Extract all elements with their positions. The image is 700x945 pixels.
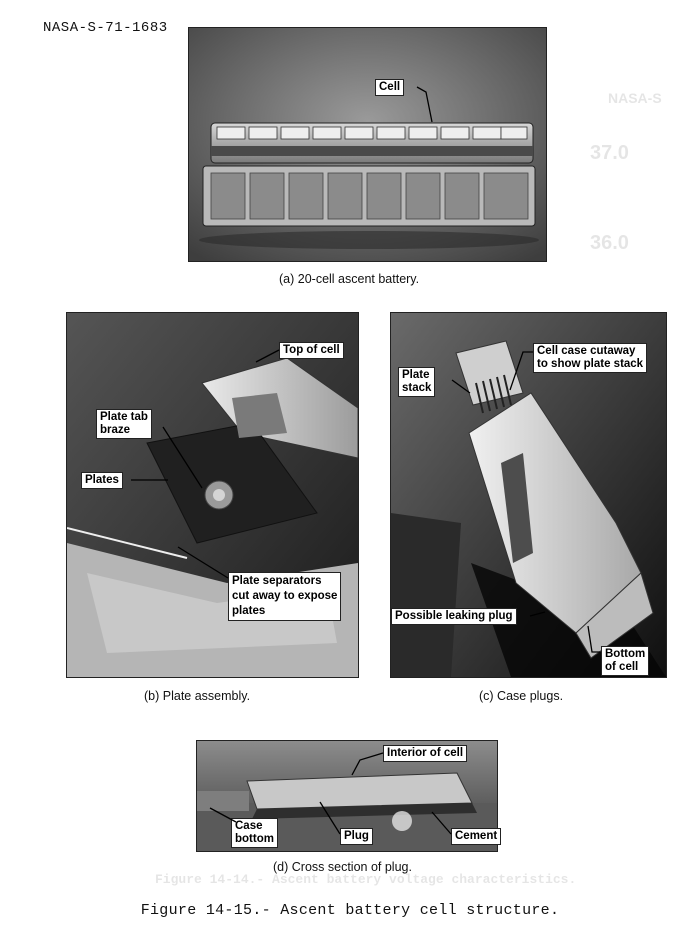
label-plate-tab-braze-line1: Plate tab	[100, 411, 148, 423]
bleedthrough-text: NASA-S	[608, 90, 662, 106]
photo-20-cell-ascent-battery	[188, 27, 547, 262]
label-cell-case-cutaway-line2: to show plate stack	[537, 358, 644, 370]
label-plate-separators-line1: Plate separators	[232, 575, 322, 587]
label-plates: Plates	[81, 472, 123, 489]
label-cell-case-cutaway-line1: Cell case cutaway	[537, 345, 636, 357]
label-plate-stack-line2: stack	[402, 382, 432, 394]
label-plate-tab-braze	[96, 409, 152, 439]
photo-plate-assembly	[66, 312, 359, 678]
label-plate-stack-line1: Plate	[402, 369, 430, 381]
bleedthrough-text: 36.0	[590, 232, 629, 254]
label-cement: Cement	[451, 828, 501, 845]
caption-panel-a: (a) 20-cell ascent battery.	[279, 272, 420, 286]
label-plate-stack	[398, 367, 435, 397]
label-top-of-cell: Top of cell	[279, 342, 344, 359]
caption-panel-b: (b) Plate assembly.	[144, 689, 251, 703]
label-case-bottom-line2: bottom	[235, 833, 274, 845]
caption-panel-c: (c) Case plugs.	[479, 689, 564, 703]
label-interior-of-cell: Interior of cell	[383, 745, 467, 762]
label-plate-tab-braze-line2: braze	[100, 424, 131, 436]
label-case-bottom-line1: Case	[235, 820, 263, 832]
label-plate-separators-line2: cut away to expose	[232, 590, 338, 602]
label-cell-case-cutaway	[533, 343, 647, 373]
caption-panel-d: (d) Cross section of plug.	[273, 860, 412, 874]
label-case-bottom	[231, 818, 278, 848]
label-possible-leaking-plug: Possible leaking plug	[391, 608, 517, 625]
label-plate-separators-line3: plates	[232, 605, 266, 617]
label-bottom-of-cell-line2: of cell	[605, 661, 639, 673]
bleedthrough-text: Figure 14-14.- Ascent battery voltage characteristics.	[155, 872, 577, 887]
label-cell: Cell	[375, 79, 404, 96]
label-bottom-of-cell	[601, 646, 649, 676]
bleedthrough-text: 37.0	[590, 142, 629, 164]
label-plug: Plug	[340, 828, 373, 845]
figure-title: Figure 14-15.- Ascent battery cell structure.	[140, 902, 560, 919]
label-bottom-of-cell-line1: Bottom	[605, 648, 646, 660]
label-plate-separators	[228, 572, 341, 621]
document-id: NASA-S-71-1683	[43, 20, 168, 36]
